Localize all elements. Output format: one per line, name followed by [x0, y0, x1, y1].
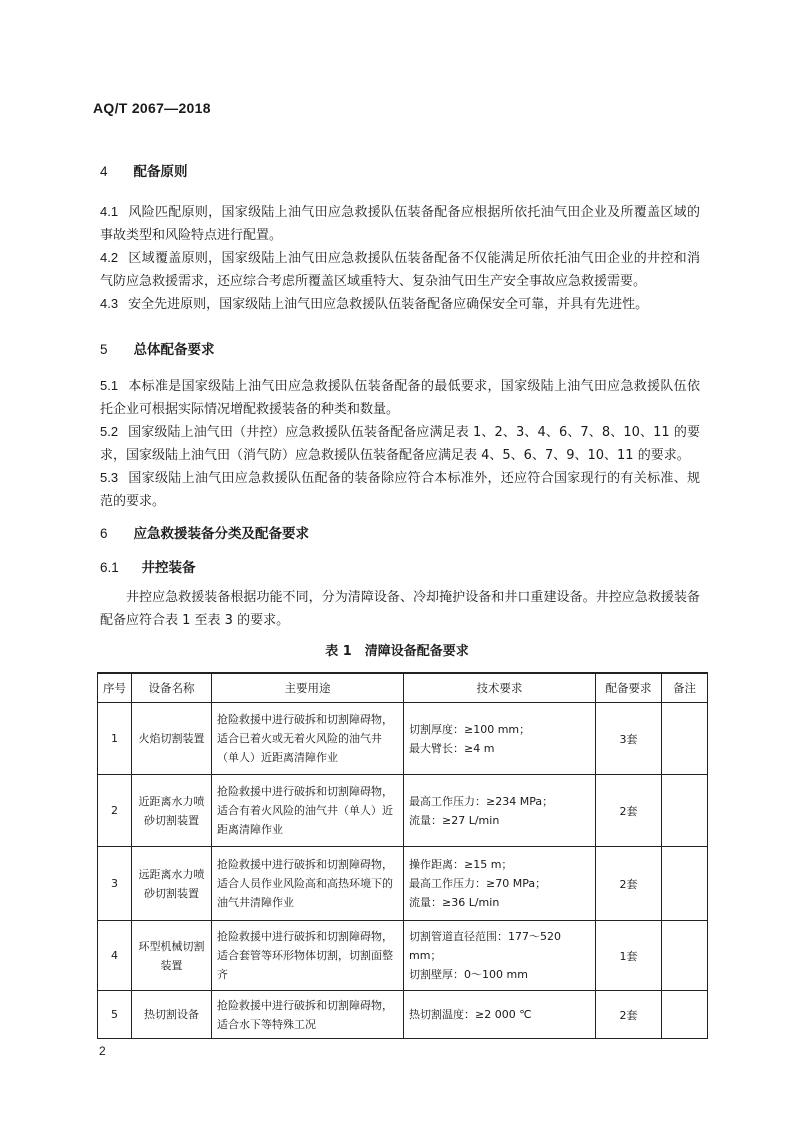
header-cell: 设备名称	[132, 673, 212, 703]
section-heading-4: 4 配备原则	[100, 164, 188, 180]
main-use: 抢险救援中进行破拆和切割障碍物，适合人员作业风险高和高热环境下的油气井清障作业	[212, 847, 404, 921]
row-number: 4	[98, 921, 132, 991]
row-number: 3	[98, 847, 132, 921]
technical-requirement: 操作距离：≥15 m； 最高工作压力：≥70 MPa； 流量：≥36 L/min	[404, 847, 596, 921]
header-cell: 主要用途	[212, 673, 404, 703]
clause-5-1: 5.1 本标准是国家级陆上油气田应急救援队伍装备配备的最低要求，国家级陆上油气田应急救援队伍依托企业可根据实际情况增配救援装备的种类和数量。	[100, 378, 700, 417]
clause-4-1: 4.1 风险匹配原则，国家级陆上油气田应急救援队伍装备配备应根据所依托油气田企业及所覆盖区域的事故类型和风险特点进行配置。	[100, 204, 700, 243]
main-use: 抢险救援中进行破拆和切割障碍物，适合有着火风险的油气井（单人）近距离清障作业	[212, 775, 404, 847]
quantity-requirement: 2套	[596, 775, 662, 847]
remark	[662, 991, 708, 1039]
table-row	[98, 703, 708, 775]
clause-5-3: 5.3 国家级陆上油气田应急救援队伍配备的装备除应符合本标准外，还应符合国家现行的有关标准、规范的要求。	[100, 470, 700, 509]
equipment-name: 远距离水力喷砂切割装置	[132, 847, 212, 921]
equipment-name: 热切割设备	[132, 991, 212, 1039]
section-heading-6: 6 应急救援装备分类及配备要求	[100, 526, 309, 542]
quantity-requirement: 2套	[596, 847, 662, 921]
main-use: 抢险救援中进行破拆和切割障碍物，适合水下等特殊工况	[212, 991, 404, 1039]
page-number: 2	[99, 1044, 106, 1058]
header-cell: 技术要求	[404, 673, 596, 703]
equipment-name: 火焰切割装置	[132, 703, 212, 775]
equipment-name: 环型机械切割装置	[132, 921, 212, 991]
table-header-row	[98, 673, 708, 703]
row-number: 1	[98, 703, 132, 775]
row-number: 2	[98, 775, 132, 847]
technical-requirement: 切割厚度：≥100 mm； 最大臂长：≥4 m	[404, 703, 596, 775]
table-row	[98, 775, 708, 847]
clause-4-3: 4.3 安全先进原则，国家级陆上油气田应急救援队伍装备配备应确保安全可靠，并具有先进性。	[100, 296, 649, 312]
clause-4-2: 4.2 区域覆盖原则，国家级陆上油气田应急救援队伍装备配备不仅能满足所依托油气田企业的井控和消气防应急救援需求，还应综合考虑所覆盖区域重特大、复杂油气田生产安全事故应急救援需要。	[100, 250, 700, 289]
remark	[662, 847, 708, 921]
table-row	[98, 921, 708, 991]
section-heading-5: 5 总体配备要求	[100, 342, 215, 358]
equipment-name: 近距离水力喷砂切割装置	[132, 775, 212, 847]
clause-5-2: 5.2 国家级陆上油气田（井控）应急救援队伍装备配备应满足表 1、2、3、4、6、7、8、10、11 的要求，国家级陆上油气田（消气防）应急救援队伍装备配备应满足表 4、5、6、7、9、10、11 的要求。	[100, 424, 700, 463]
quantity-requirement: 2套	[596, 991, 662, 1039]
quantity-requirement: 3套	[596, 703, 662, 775]
technical-requirement: 热切割温度：≥2 000 ℃	[404, 991, 596, 1039]
table-title: 表 1 清障设备配备要求	[325, 644, 469, 659]
row-number: 5	[98, 991, 132, 1039]
equipment-table	[97, 672, 708, 1039]
intro-paragraph-6-1: 井控应急救援装备根据功能不同，分为清障设备、冷却掩护设备和井口重建设备。井控应急救援装备配备应符合表 1 至表 3 的要求。	[100, 590, 700, 628]
header-cell: 序号	[98, 673, 132, 703]
table-row	[98, 991, 708, 1039]
subsection-heading-6-1: 6.1 井控装备	[100, 560, 196, 576]
document-code: AQ/T 2067—2018	[93, 100, 211, 116]
header-cell: 配备要求	[596, 673, 662, 703]
table-row	[98, 847, 708, 921]
technical-requirement: 最高工作压力：≥234 MPa； 流量：≥27 L/min	[404, 775, 596, 847]
header-cell: 备注	[662, 673, 708, 703]
quantity-requirement: 1套	[596, 921, 662, 991]
technical-requirement: 切割管道直径范围：177～520 mm； 切割壁厚：0～100 mm	[404, 921, 596, 991]
remark	[662, 775, 708, 847]
remark	[662, 703, 708, 775]
remark	[662, 921, 708, 991]
main-use: 抢险救援中进行破拆和切割障碍物，适合套管等环形物体切割，切割面整齐	[212, 921, 404, 991]
main-use: 抢险救援中进行破拆和切割障碍物，适合已着火或无着火风险的油气井（单人）近距离清障作业	[212, 703, 404, 775]
